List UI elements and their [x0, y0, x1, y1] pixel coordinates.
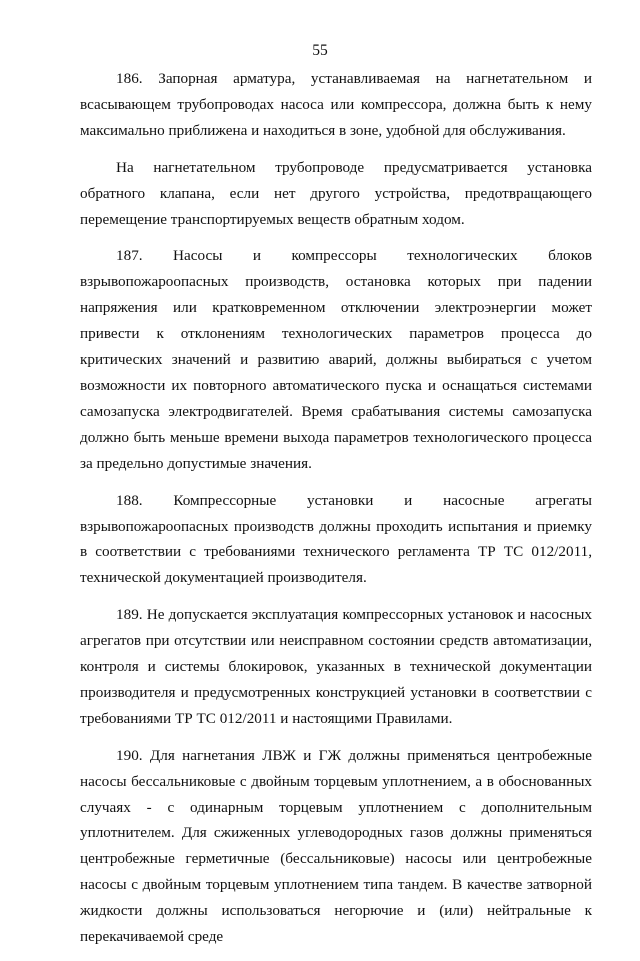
- paragraph-189: 189. Не допускается эксплуатация компрессорных установок и насосных агрегатов при отсутствии или неисправном состоянии средств автоматизации, контроля и системы блокировок, указанных в технической документации производителя и предусмотренных конструкцией установки в соответствии с требованиями ТР ТС 012/2011 и настоящими Правилами.: [80, 606, 592, 727]
- paragraph-186-check-valve: На нагнетательном трубопроводе предусматривается установка обратного клапана, если нет другого устройства, предотвращающего перемещение транспортируемых веществ обратным ходом.: [80, 158, 592, 228]
- paragraph-186: 186. Запорная арматура, устанавливаемая на нагнетательном и всасывающем трубопроводах насоса или компрессора, должна быть к нему максимально приближена и находиться в зоне, удобной для обслуживания.: [80, 70, 592, 139]
- document-body: [80, 66, 592, 961]
- page-number: 55: [312, 42, 328, 59]
- paragraph-190: 190. Для нагнетания ЛВЖ и ГЖ должны применяться центробежные насосы бессальниковые с двойным торцевым уплотнением, а в обоснованных случаях - с одинарным торцевым уплотнением с дополнительным уплотнителем. Для сжиженных углеводородных газов должны применяться центробежные герметичные (бессальниковые) насосы или центробежные насосы с двойным торцевым уплотнением типа тандем. В качестве затворной жидкости должны использоваться негорючие и (или) нейтральные к перекачиваемой среде: [80, 746, 592, 946]
- paragraph-188: 188. Компрессорные установки и насосные агрегаты взрывопожароопасных производств должны проходить испытания и приемку в соответствии с требованиями технического регламента ТР ТС 012/2011, технической документацией производителя.: [80, 491, 592, 587]
- paragraph-187: 187. Насосы и компрессоры технологических блоков взрывопожароопасных производств, остановка которых при падении напряжения или кратковременном отключении электроэнергии может привести к отклонениям технологических параметров процесса до критических значений и развитию аварий, должны выбираться с учетом возможности их повторного автоматического пуска и оснащаться системами самозапуска электродвигателей. Время срабатывания системы самозапуска должно быть меньше времени выхода параметров технологического процесса за предельно допустимые значения.: [80, 247, 592, 472]
